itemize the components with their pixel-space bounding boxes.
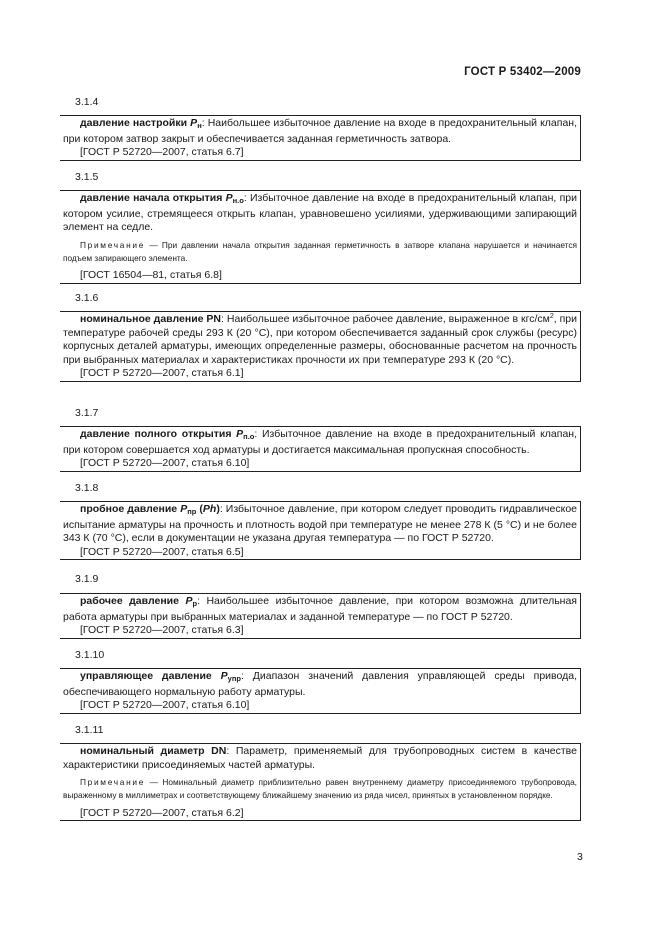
- term-reference: [ГОСТ Р 52720—2007, статья 6.10]: [80, 699, 250, 712]
- term-number: 3.1.4: [75, 96, 99, 108]
- document-header: ГОСТ Р 53402—2009: [464, 66, 581, 78]
- term-reference: [ГОСТ Р 52720—2007, статья 6.10]: [80, 457, 250, 470]
- term-number: 3.1.7: [75, 407, 99, 419]
- term-symbol-subscript: пр: [187, 507, 197, 516]
- term-symbol: P: [225, 192, 233, 204]
- term-definition-part-b: , при температуре рабочей среды 293 К (20 °С), при котором обеспечивается заданный срок службы (ресурс) корпусных деталей арматуры, имеющих определенные размеры, обоснованные расчетом на прочность при выбранных материалах и характеристиках прочности их при температуре 293 К (20 °С).: [63, 313, 578, 366]
- term-symbol: P: [220, 670, 228, 682]
- term-box-3-1-5: [60, 190, 581, 284]
- term-number: 3.1.5: [75, 171, 99, 183]
- term-definition: : Избыточное давление на входе в предохранительный клапан, при котором совершается ход арматуры и достигается максимальная пропускная способность.: [63, 428, 577, 456]
- term-symbol-subscript: н: [197, 121, 202, 130]
- note-text: — При давлении начала открытия заданная герметичность в затворе клапана нарушается и начинается подъем запирающего элемента.: [63, 239, 577, 263]
- term-symbol: P: [185, 595, 193, 607]
- term-box-3-1-4: [60, 115, 581, 161]
- note-label: Примечание: [80, 777, 146, 788]
- term-symbol-alt: Ph: [202, 503, 217, 515]
- term-reference: [ГОСТ Р 52720—2007, статья 6.5]: [80, 545, 244, 558]
- term-symbol-subscript: п.о: [243, 432, 255, 441]
- term-number: 3.1.8: [75, 482, 99, 494]
- term-symbol-subscript: н.о: [232, 196, 244, 205]
- term-name: номинальное давление PN: [80, 313, 222, 325]
- term-number: 3.1.11: [75, 724, 104, 736]
- term-name: давление настройки: [80, 117, 188, 129]
- term-definition: : Избыточное давление, при котором следует проводить гидравлическое испытание арматуры на прочность и плотность водой при температуре не менее 278 К (5 °С) и не более 343 К (70 °С), если в документации не указана другая температура — по ГОСТ Р 52720.: [63, 503, 578, 545]
- term-definition: : Наибольшее избыточное давление, при котором возможна длительная работа арматуры при выбранных материалах и заданной температуре — по ГОСТ Р 52720.: [63, 595, 577, 623]
- term-symbol: P: [190, 117, 198, 129]
- term-definition: : Избыточное давление на входе в предохранительный клапан, при котором усилие, стремящееся открыть клапан, уравновешено усилиями, удерживающими запирающий элемент на седле.: [63, 192, 577, 234]
- note-text: — Номинальный диаметр приблизительно равен внутреннему диаметру присоединяемого трубопровода, выраженному в миллиметрах и соответствующему ближайшему значению из ряда чисел, принятых в установленном порядке.: [63, 777, 577, 800]
- term-box-3-1-8: пробное давление $P_{пр}$ (Ph): Избыточное давление, при котором следует проводить гидравлическое испытание арматуры на прочность и плотность водой при температуре не менее 278 К (5 °С) и не более 343 К (70 °С), если в документации не указана другая температура — по ГОСТ Р 52720. [ГОСТ Р 52720—2007, статья 6.5]: [60, 501, 581, 560]
- term-box-3-1-7: [60, 426, 581, 472]
- term-name: номинальный диаметр DN: [80, 745, 227, 757]
- term-box-3-1-6: [60, 311, 581, 382]
- term-name: пробное давление: [80, 503, 178, 515]
- term-name: давление начала открытия: [80, 192, 223, 204]
- term-reference: [ГОСТ Р 52720—2007, статья 6.2]: [80, 806, 244, 819]
- term-symbol: P: [180, 503, 188, 515]
- note-label: Примечание: [80, 239, 146, 250]
- term-number: 3.1.10: [75, 649, 105, 661]
- term-name: управляющее давление: [80, 670, 212, 682]
- term-box-3-1-9: [60, 593, 581, 639]
- term-name: давление полного открытия: [80, 428, 232, 440]
- term-box-3-1-10: [60, 668, 581, 714]
- term-name: рабочее давление: [80, 595, 179, 607]
- term-symbol-subscript: упр: [227, 674, 241, 683]
- term-definition: : Параметр, применяемый для трубопроводных систем в качестве характеристики присоединяемых частей арматуры.: [63, 745, 577, 771]
- term-note: [63, 776, 577, 802]
- term-definition: : Наибольшее избыточное давление на входе в предохранительный клапан, при котором затвор закрыт и обеспечивается заданная герметичность затвора.: [63, 117, 578, 145]
- term-reference: [ГОСТ 16504—81, статья 6.8]: [80, 269, 222, 282]
- term-symbol-subscript: р: [192, 599, 198, 608]
- superscript: 2: [549, 313, 554, 320]
- term-box-3-1-11: [60, 743, 581, 821]
- term-definition: : Диапазон значений давления управляющей среды привода, обеспечивающего нормальную работу арматуры.: [63, 670, 577, 698]
- term-note: [63, 239, 577, 265]
- term-number: 3.1.9: [75, 573, 99, 585]
- term-number: 3.1.6: [75, 292, 99, 304]
- term-reference: [ГОСТ Р 52720—2007, статья 6.3]: [80, 624, 244, 637]
- page-number: 3: [577, 851, 583, 863]
- term-reference: [ГОСТ Р 52720—2007, статья 6.1]: [80, 367, 244, 380]
- term-definition-part-a: : Наибольшее избыточное рабочее давление, выраженное в кгс/см: [221, 313, 550, 325]
- term-reference: [ГОСТ Р 52720—2007, статья 6.7]: [80, 146, 244, 159]
- term-symbol: P: [236, 428, 244, 440]
